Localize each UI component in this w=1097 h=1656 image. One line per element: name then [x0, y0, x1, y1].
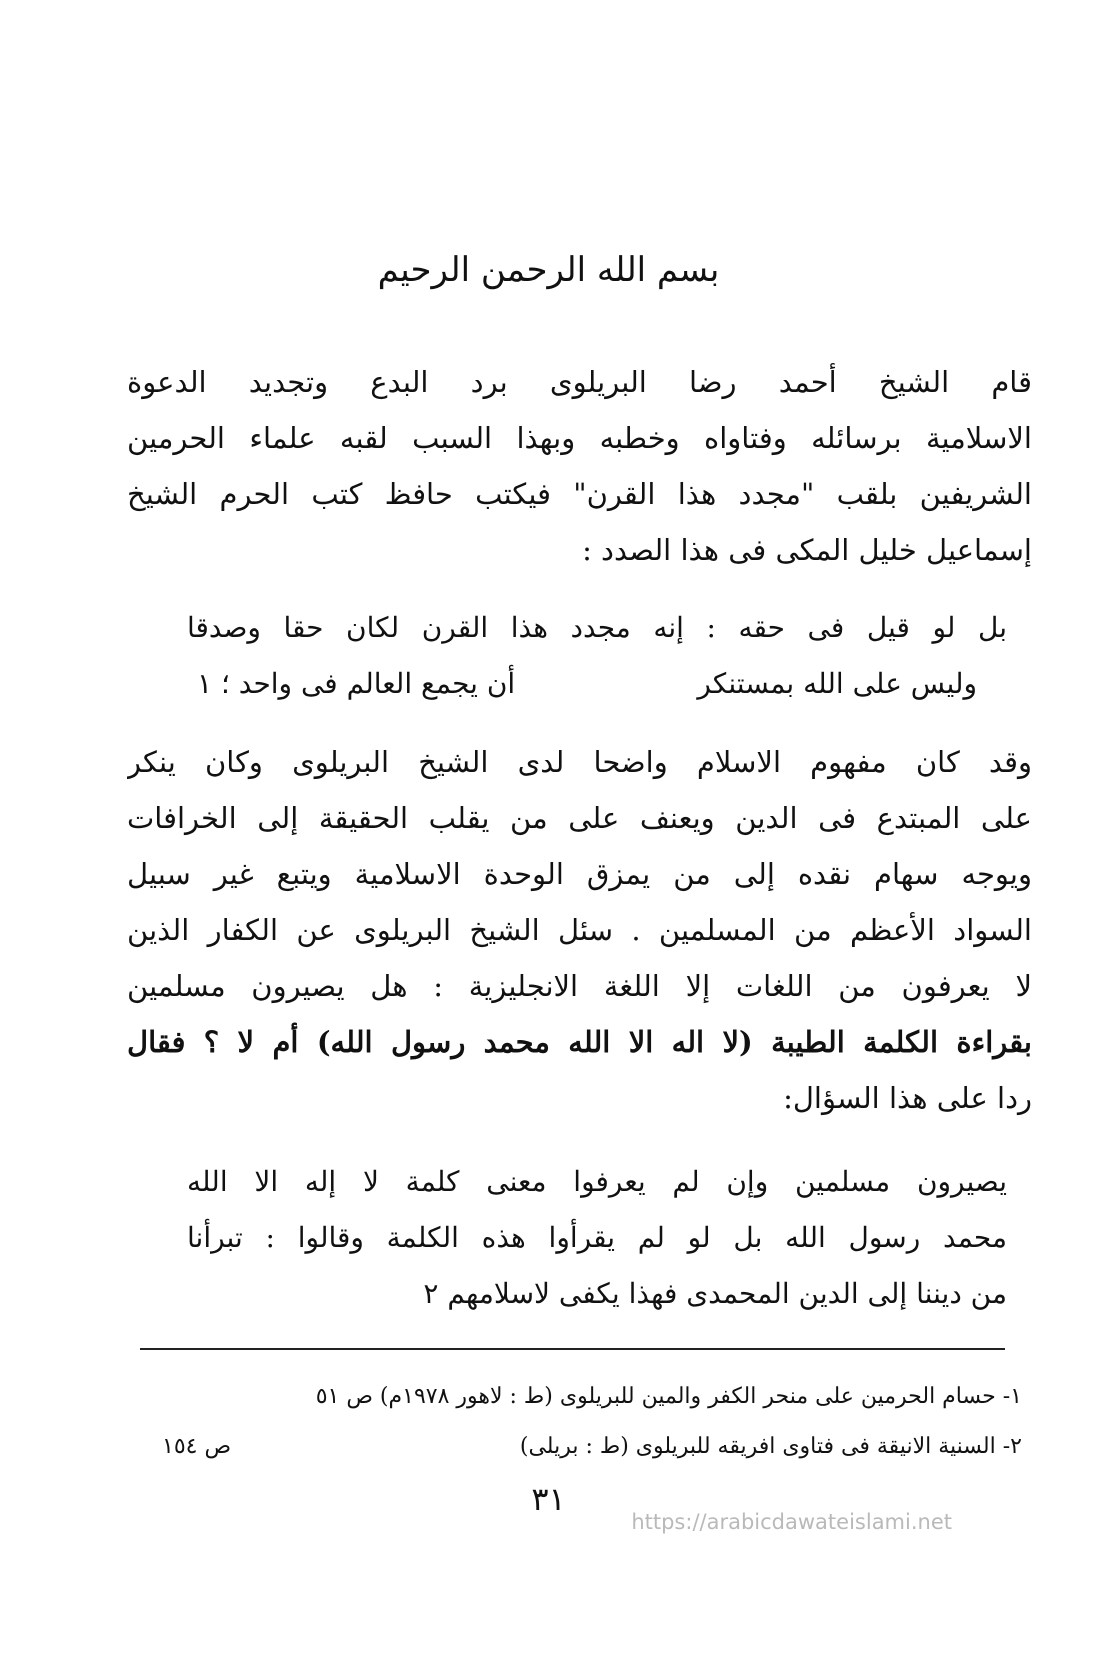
footnote-text: ١- حسام الحرمين على منحر الكفر والمين للبريلوى (ط : لاهور ١٩٧٨م) ص ٥١: [315, 1384, 1022, 1409]
paragraph-line: ويوجه سهام نقده إلى من يمزق الوحدة الاسلامية ويتبع غير سبيل: [127, 857, 1032, 891]
quote-line: يصيرون مسلمين وإن لم يعرفوا معنى كلمة لا إله الا الله: [187, 1165, 1007, 1198]
verse-first-hemistich: وليس على الله بمستنكر: [697, 667, 977, 700]
quote-line: بل لو قيل فى حقه : إنه مجدد هذا القرن لكان حقا وصدقا: [187, 611, 1007, 644]
paragraph-line: السواد الأعظم من المسلمين . سئل الشيخ البريلوى عن الكفار الذين: [127, 913, 1032, 947]
paragraph-line: قام الشيخ أحمد رضا البريلوى برد البدع وتجديد الدعوة: [127, 365, 1032, 399]
footnote: [162, 1430, 1022, 1464]
paragraph-line: بقراءة الكلمة الطيبة (لا اله الا الله محمد رسول الله) أم لا ؟ فقال: [127, 1025, 1032, 1059]
basmala-heading: بسم الله الرحمن الرحيم: [377, 250, 720, 290]
paragraph-line: وقد كان مفهوم الاسلام واضحا لدى الشيخ البريلوى وكان ينكر: [127, 745, 1032, 779]
footnote-text: ٢- السنية الانيقة فى فتاوى افريقه للبريلوى (ط : بريلى): [519, 1434, 1022, 1459]
paragraph-line: على المبتدع فى الدين ويعنف على من يقلب الحقيقة إلى الخرافات: [127, 801, 1032, 835]
paragraph-line: ردا على هذا السؤال:: [783, 1081, 1032, 1115]
footnote-page-ref: ص ١٥٤: [162, 1434, 232, 1459]
page-number: ٣١: [531, 1480, 566, 1518]
verse-second-hemistich: أن يجمع العالم فى واحد ؛ ١: [197, 667, 516, 700]
quote-line: محمد رسول الله بل لو لم يقرأوا هذه الكلمة وقالوا : تبرأنا: [187, 1221, 1007, 1254]
footnote-divider: [140, 1348, 1005, 1350]
poetry-verse: [197, 664, 977, 704]
footnote: [162, 1380, 1022, 1414]
paragraph-line: إسماعيل خليل المكى فى هذا الصدد :: [582, 533, 1032, 567]
quote-line: من ديننا إلى الدين المحمدى فهذا يكفى لاسلامهم ٢: [423, 1277, 1007, 1310]
paragraph-line: الاسلامية برسائله وفتاواه وخطبه وبهذا السبب لقبه علماء الحرمين: [127, 421, 1032, 455]
paragraph-line: لا يعرفون من اللغات إلا اللغة الانجليزية : هل يصيرون مسلمين: [127, 969, 1032, 1003]
watermark-url: https://arabicdawateislami.net: [631, 1510, 952, 1534]
paragraph-line: الشريفين بلقب "مجدد هذا القرن" فيكتب حافظ كتب الحرم الشيخ: [127, 477, 1032, 511]
